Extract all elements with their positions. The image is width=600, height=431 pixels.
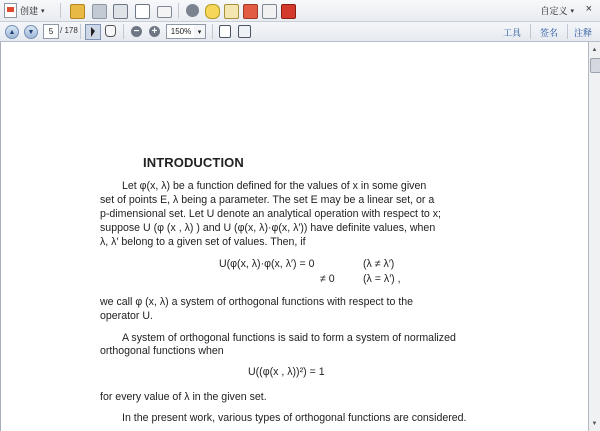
zoom-in-icon: + [149,26,160,37]
close-icon: × [585,3,592,15]
print-icon [113,4,128,19]
zoom-input[interactable]: 150% [166,24,196,39]
settings-icon [186,4,199,17]
equation-condition: (λ ≠ λ′) [363,258,395,270]
page-count: / 178 [60,26,78,35]
customize-label: 自定义 [540,6,568,16]
document-viewer[interactable] [0,42,600,431]
email-button[interactable] [157,4,172,18]
separator [178,3,179,18]
separator [80,24,81,39]
next-page-button[interactable] [24,25,38,39]
document-page [0,42,590,431]
sign-link[interactable]: 签名 [540,28,559,38]
text-line: for every value of λ in the given set. [100,391,267,403]
customize-dropdown[interactable] [540,4,574,17]
create-pdf-icon [4,3,17,18]
pdf-icon [243,4,258,19]
acrobat-icon [281,4,296,19]
separator [60,3,61,18]
hand-tool-button[interactable] [104,25,116,37]
edit-icon [135,4,150,19]
text-line: orthogonal functions when [100,345,224,357]
navigation-toolbar [0,22,600,42]
text-line: set of points E, λ being a parameter. The set E may be a linear set, or a [100,194,435,206]
main-toolbar [0,0,600,22]
chevron-up-icon: ▲ [591,46,598,53]
zoom-dropdown[interactable] [194,24,206,39]
separator [212,24,213,39]
equation-condition: (λ = λ′) , [363,273,401,285]
scroll-down-arrow[interactable] [590,419,599,428]
chevron-down-icon: ▾ [570,7,574,15]
equation-left: ≠ 0 [320,273,335,285]
equation-left: U(φ(x, λ)·φ(x, λ′) = 0 [219,258,315,270]
text-line: A system of orthogonal functions is said to form a system of normalized [122,332,456,344]
create-button[interactable] [4,3,45,18]
previous-page-button[interactable] [5,25,19,39]
chevron-down-icon: ▾ [41,7,45,15]
settings-button[interactable] [186,4,199,17]
scroll-up-arrow[interactable] [590,45,599,54]
close-button[interactable] [586,3,592,15]
page-title: INTRODUCTION [143,155,244,170]
save-button[interactable] [92,4,107,19]
pdf-button[interactable] [243,4,258,19]
fullscreen-icon [238,25,251,38]
print-button[interactable] [113,4,128,19]
vertical-scrollbar[interactable] [588,42,600,431]
hand-icon [105,25,116,37]
stamp-icon [224,4,239,19]
zoom-out-icon: − [131,26,142,37]
separator [123,24,124,39]
zoom-in-button[interactable] [149,26,160,37]
open-folder-icon [70,4,85,19]
edit-button[interactable] [135,4,150,19]
page-down-icon: ▼ [27,28,35,36]
text-line: suppose U (φ (x , λ) ) and U (φ(x, λ)·φ(x, λ′)) have definite values, when [100,222,436,234]
equation: U((φ(x , λ))²) = 1 [248,366,325,378]
select-cursor-icon [91,27,95,37]
tools-link[interactable]: 工具 [503,28,522,38]
open-button[interactable] [70,4,85,19]
zoom-out-button[interactable] [131,26,142,37]
fullscreen-button[interactable] [238,25,251,38]
text-line: p-dimensional set. Let U denote an analytical operation with respect to x; [100,208,441,220]
stamp-button[interactable] [224,4,239,19]
text-line: In the present work, various types of orthogonal functions are considered. [122,412,467,424]
text-line: operator U. [100,310,153,322]
fit-page-button[interactable] [219,25,231,38]
page-up-icon: ▲ [8,28,16,36]
acrobat-button[interactable] [281,4,296,19]
text-line: we call φ (x, λ) a system of orthogonal functions with respect to the [100,296,414,308]
export-icon [262,4,277,19]
comment-icon [205,4,220,19]
scrollbar-thumb[interactable] [590,58,600,73]
separator [567,24,568,39]
create-label: 创建 [20,6,39,16]
text-line: λ, λ′ belong to a given set of values. Then, if [100,236,306,248]
separator [530,24,531,39]
chevron-down-icon: ▼ [591,420,598,427]
save-icon [92,4,107,19]
email-icon [157,6,172,18]
page-number-input[interactable]: 5 [43,24,59,39]
comment-button[interactable] [205,4,220,19]
comment-link[interactable]: 注释 [574,28,593,38]
fit-page-icon [219,25,231,38]
text-line: Let φ(x, λ) be a function defined for the values of x in some given [122,180,427,192]
chevron-down-icon: ▾ [197,28,202,36]
export-button[interactable] [262,4,277,19]
select-tool-button[interactable] [85,24,101,40]
